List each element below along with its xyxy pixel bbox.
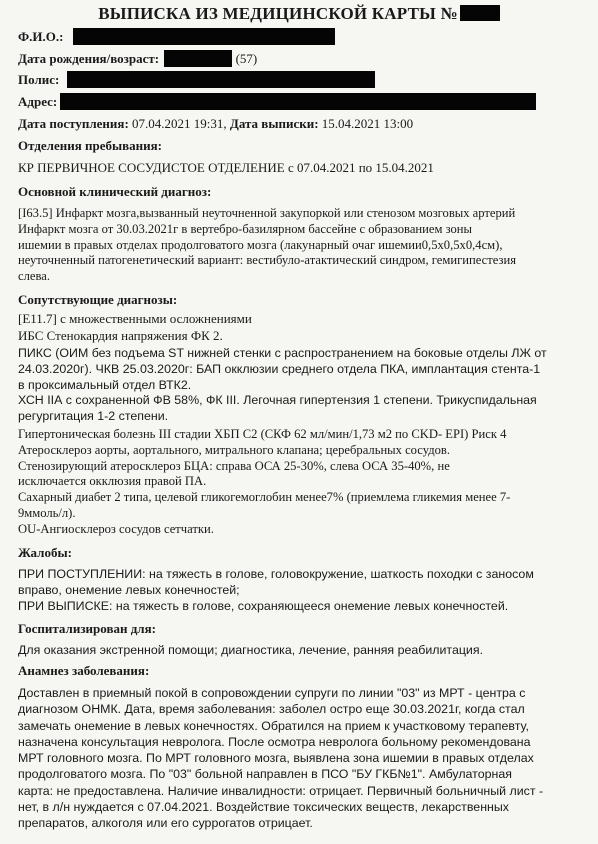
dob-label: Дата рождения/возраст: — [18, 51, 160, 66]
redacted-fio — [73, 28, 335, 45]
admission-label: Дата поступления: — [18, 116, 129, 131]
redacted-dob — [164, 50, 232, 67]
comorbid-cardiac-text: ПИКС (ОИМ без подъема ST нижней стенки с распространением на боковые отделы ЛЖ от 24.03.2020г). ЧКВ 25.03.2020г: БАП окклюзии среднего отдела ПКА, имплантация стента-1 в проксимальный отдел ВТК2. ХСН IIА с сохраненной ФВ 58%, ФК III. Легочная гипертензия 1 степени. Трикуспидальная регургитация 1-2 степени. — [18, 346, 547, 424]
redacted-policy — [67, 71, 375, 88]
fio-label: Ф.И.О.: — [18, 29, 64, 44]
main-diagnosis-heading: Основной клинический диагноз: — [18, 184, 212, 199]
fio-row — [18, 28, 335, 45]
main-diagnosis-text: [I63.5] Инфаркт мозга,вызванный неуточненной закупоркой или стенозом мозговых артерий Инфаркт мозга от 30.03.2021г в вертебро-базилярном бассейне с образованием зоны ишемии в правых отделах продолговатого мозга (лакунарный очаг ишемии0,5х0,5х0,4см), неуточненный патогенетический вариант: вестибуло-атактический синдром, гемигипестезия слева. — [18, 206, 516, 284]
discharge-value: 15.04.2021 13:00 — [321, 116, 414, 131]
comorbid-other-text: Гипертоническая болезнь III стадии ХБП С2 (СКФ 62 мл/мин/1,73 м2 по CKD- EPI) Риск 4 Атеросклероз аорты, аортального, митрального клапана; церебральных сосудов. Стенозирующий атеросклероз БЦА: справа ОСА 25-30%, слева ОСА 35-40%, не исключается окклюзия правой ПА. Сахарный диабет 2 типа, целевой гликогемоглобин менее7% (приемлема гликемия менее 7- 9ммоль/л). OU-Ангиосклероз сосудов сетчатки. — [18, 427, 511, 536]
redacted-address — [60, 93, 536, 110]
hospitalized-text: Для оказания экстренной помощи; диагностика, лечение, ранняя реабилитация. — [18, 643, 484, 657]
comorbid-line-1: [E11.7] с множественными осложнениями — [18, 311, 252, 326]
age-value: (57) — [235, 51, 258, 66]
discharge-label: Дата выписки: — [229, 116, 319, 131]
comorbid-heading: Сопутствующие диагнозы: — [18, 292, 178, 307]
redacted-record-number — [460, 5, 500, 21]
address-row — [18, 93, 536, 110]
complaints-text: ПРИ ПОСТУПЛЕНИИ: на тяжесть в голове, головокружение, шаткость походки с заносом вправо, онемение левых конечностей; ПРИ ВЫПИСКЕ: на тяжесть в голове, сохраняющееся онемение левых конечностей. — [18, 567, 534, 613]
departments-text: КР ПЕРВИЧНОЕ СОСУДИСТОЕ ОТДЕЛЕНИЕ с 07.04.2021 по 15.04.2021 — [18, 160, 434, 175]
hospitalized-heading: Госпитализирован для: — [18, 621, 156, 636]
document-title-text: ВЫПИСКА ИЗ МЕДИЦИНСКОЙ КАРТЫ № — [98, 4, 458, 23]
departments-heading: Отделения пребывания: — [18, 138, 163, 153]
dates-row — [18, 116, 413, 132]
address-label: Адрес: — [18, 94, 58, 109]
dob-row — [18, 50, 257, 67]
policy-row — [18, 71, 375, 88]
document-title — [0, 4, 598, 24]
complaints-heading: Жалобы: — [18, 545, 72, 560]
anamnesis-heading: Анамнез заболевания: — [18, 663, 150, 678]
anamnesis-text: Доставлен в приемный покой в сопровождении супруги по линии "03" из МРТ - центра с диагнозом ОНМК. Дата, время заболевания: заболел остро еще 30.03.2021г, когда стал замечать онемение в левых конечностях. Обратился на прием к участковому терапевту, назначена консультация невролога. После осмотра невролога больному рекомендована МРТ головного мозга. По МРТ головного мозга, выявлена зона ишемии в правых отделах продолговатого мозга. По "03" больной направлен в ПСО "БУ ГКБ№1". Амбулаторная карта: не предоставлена. Наличие инвалидности: отрицает. Первичный больничный лист - нет, в л/н нуждается с 07.04.2021. Воздействие токсических веществ, лекарственных препаратов, алкоголя или его суррогатов отрицает. — [18, 686, 544, 831]
policy-label: Полис: — [18, 72, 60, 87]
admission-value: 07.04.2021 19:31, — [132, 116, 227, 131]
comorbid-line-2: ИБС Стенокардия напряжения ФК 2. — [18, 328, 223, 343]
